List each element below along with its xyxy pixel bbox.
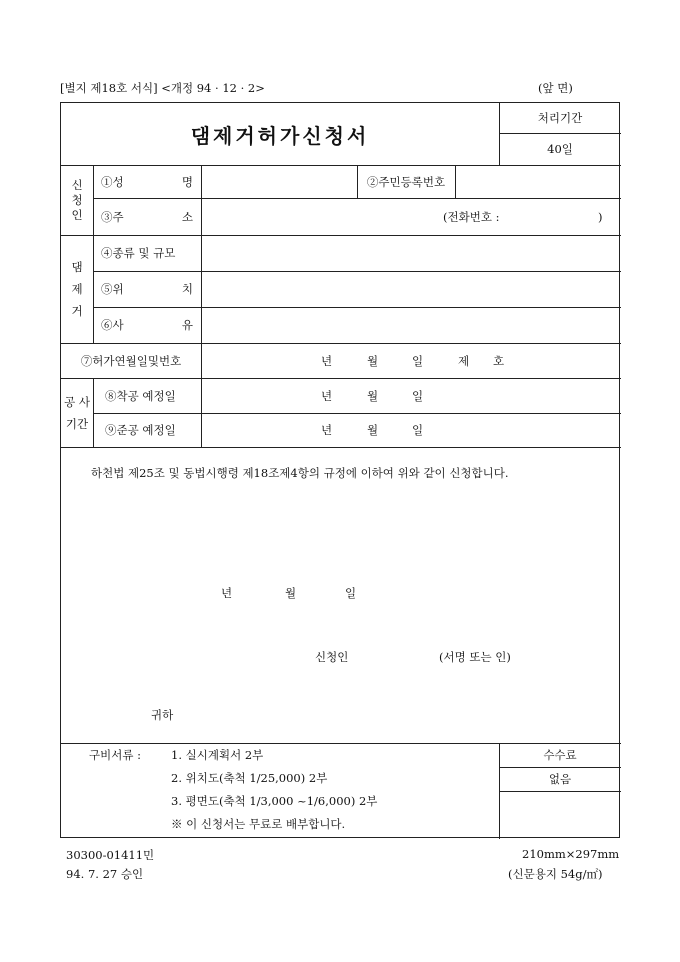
start-year-unit: 년 [321, 388, 333, 403]
applicant-group-label: 신 청 인 [71, 177, 83, 222]
permit-month-unit: 월 [367, 353, 379, 368]
form-number: [별지 제18호 서식] <개정 94 · 12 · 2> [60, 81, 265, 95]
document-item-3: 3. 평면도(축척 1/3,000 ~1/6,000) 2부 [171, 794, 378, 808]
construction-group-label: 공 사 기간 [64, 394, 90, 431]
end-day-unit: 일 [412, 423, 424, 437]
permit-year-unit: 년 [321, 353, 333, 368]
submit-day-unit: 일 [345, 586, 357, 600]
end-date-field[interactable] [203, 413, 619, 447]
dam-group-label: 댐 제 거 [71, 260, 83, 318]
line [455, 165, 456, 198]
dam-location-label: ⑤위 치 [101, 282, 193, 296]
approval-date: 94. 7. 27 승인 [66, 867, 144, 881]
end-year-unit: 년 [321, 423, 333, 437]
processing-period-value: 40일 [547, 142, 573, 156]
paper-type: (신문용지 54g/㎡) [508, 867, 603, 881]
documents-label: 구비서류 : [89, 748, 141, 762]
permit-day-unit: 일 [412, 353, 424, 368]
fee-value: 없음 [548, 772, 572, 786]
start-date-field[interactable] [203, 378, 619, 413]
statement-text: 하천법 제25조 및 동법시행령 제18조제4항의 규정에 이하여 위와 같이 신청합니다. [91, 466, 509, 480]
permit-no-prefix: 제 [458, 353, 470, 368]
permit-field[interactable] [203, 343, 619, 378]
dam-reason-label: ⑥사 유 [101, 318, 193, 332]
dam-reason-field[interactable] [203, 307, 619, 343]
recipient-label: 귀하 [151, 708, 174, 722]
name-field[interactable] [203, 165, 355, 198]
submit-year-unit: 년 [221, 586, 233, 600]
fee-label: 수수료 [543, 748, 577, 762]
address-label: ③주 소 [101, 209, 193, 224]
rrn-label: ②주민등록번호 [366, 174, 446, 189]
dam-type-label: ④종류 및 규모 [101, 246, 176, 260]
page-side-label: (앞 면) [538, 81, 573, 95]
rrn-field[interactable] [457, 165, 619, 198]
line [201, 165, 202, 447]
end-month-unit: 월 [367, 423, 379, 437]
permit-no-suffix: 호 [493, 353, 505, 368]
applicant-sign-label: 신청인 [315, 650, 349, 664]
phone-close: ) [598, 209, 603, 224]
line [61, 447, 621, 448]
phone-label: (전화번호 : [443, 209, 500, 224]
application-form [60, 102, 620, 838]
form-code: 30300-01411민 [66, 848, 155, 862]
address-field[interactable] [203, 198, 433, 235]
paper-size: 210mm×297mm [522, 847, 620, 861]
name-label: ①성 명 [101, 174, 193, 189]
start-date-label: ⑧착공 예정일 [105, 388, 176, 403]
document-item-2: 2. 위치도(축척 1/25,000) 2부 [171, 771, 328, 785]
line [93, 165, 94, 343]
start-day-unit: 일 [412, 388, 424, 403]
end-date-label: ⑨준공 예정일 [105, 423, 176, 437]
processing-period-label: 처리기간 [537, 111, 583, 125]
submit-month-unit: 월 [285, 586, 297, 600]
start-month-unit: 월 [367, 388, 379, 403]
document-item-4: ※ 이 신청서는 무료로 배부합니다. [171, 817, 346, 831]
line [499, 791, 621, 792]
signature-hint: (서명 또는 인) [439, 650, 511, 664]
dam-type-field[interactable] [203, 235, 619, 271]
permit-label: ⑦허가연월일및번호 [80, 353, 182, 368]
line [93, 378, 94, 447]
dam-location-field[interactable] [203, 271, 619, 307]
form-title: 댐제거허가신청서 [190, 123, 370, 148]
document-item-1: 1. 실시계획서 2부 [171, 748, 264, 762]
